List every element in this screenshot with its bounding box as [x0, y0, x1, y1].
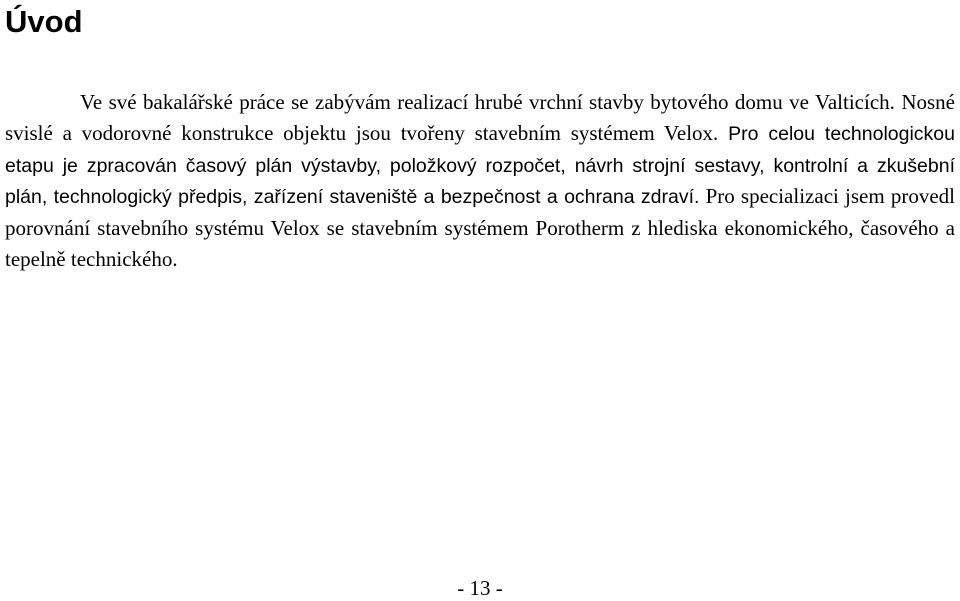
paragraph-part-2: Pro celou technologickou etapu je zpracován časový plán výstavby, položkový rozpočet, návrh strojní sestavy, kontrolní a zkušební plán, technologický předpis, zařízení staveniště a bezpečnost a ochrana zdraví.: [5, 122, 955, 209]
section-heading: Úvod: [5, 4, 83, 39]
intro-paragraph: [5, 87, 955, 275]
paragraph-part-1: Ve své bakalářské práce se zabývám realizací hrubé vrchní stavby bytového domu ve Valticích. Nosné svislé a vodorovné konstrukce objektu jsou tvořeny stavebním systémem Velox.: [5, 90, 955, 145]
page-number: - 13 -: [457, 576, 503, 600]
paragraph-part-3: Pro specializaci jsem provedl porovnání stavebního systému Velox se stavebním systémem Porotherm z hlediska ekonomického, časového a tepelně technického.: [5, 184, 955, 271]
